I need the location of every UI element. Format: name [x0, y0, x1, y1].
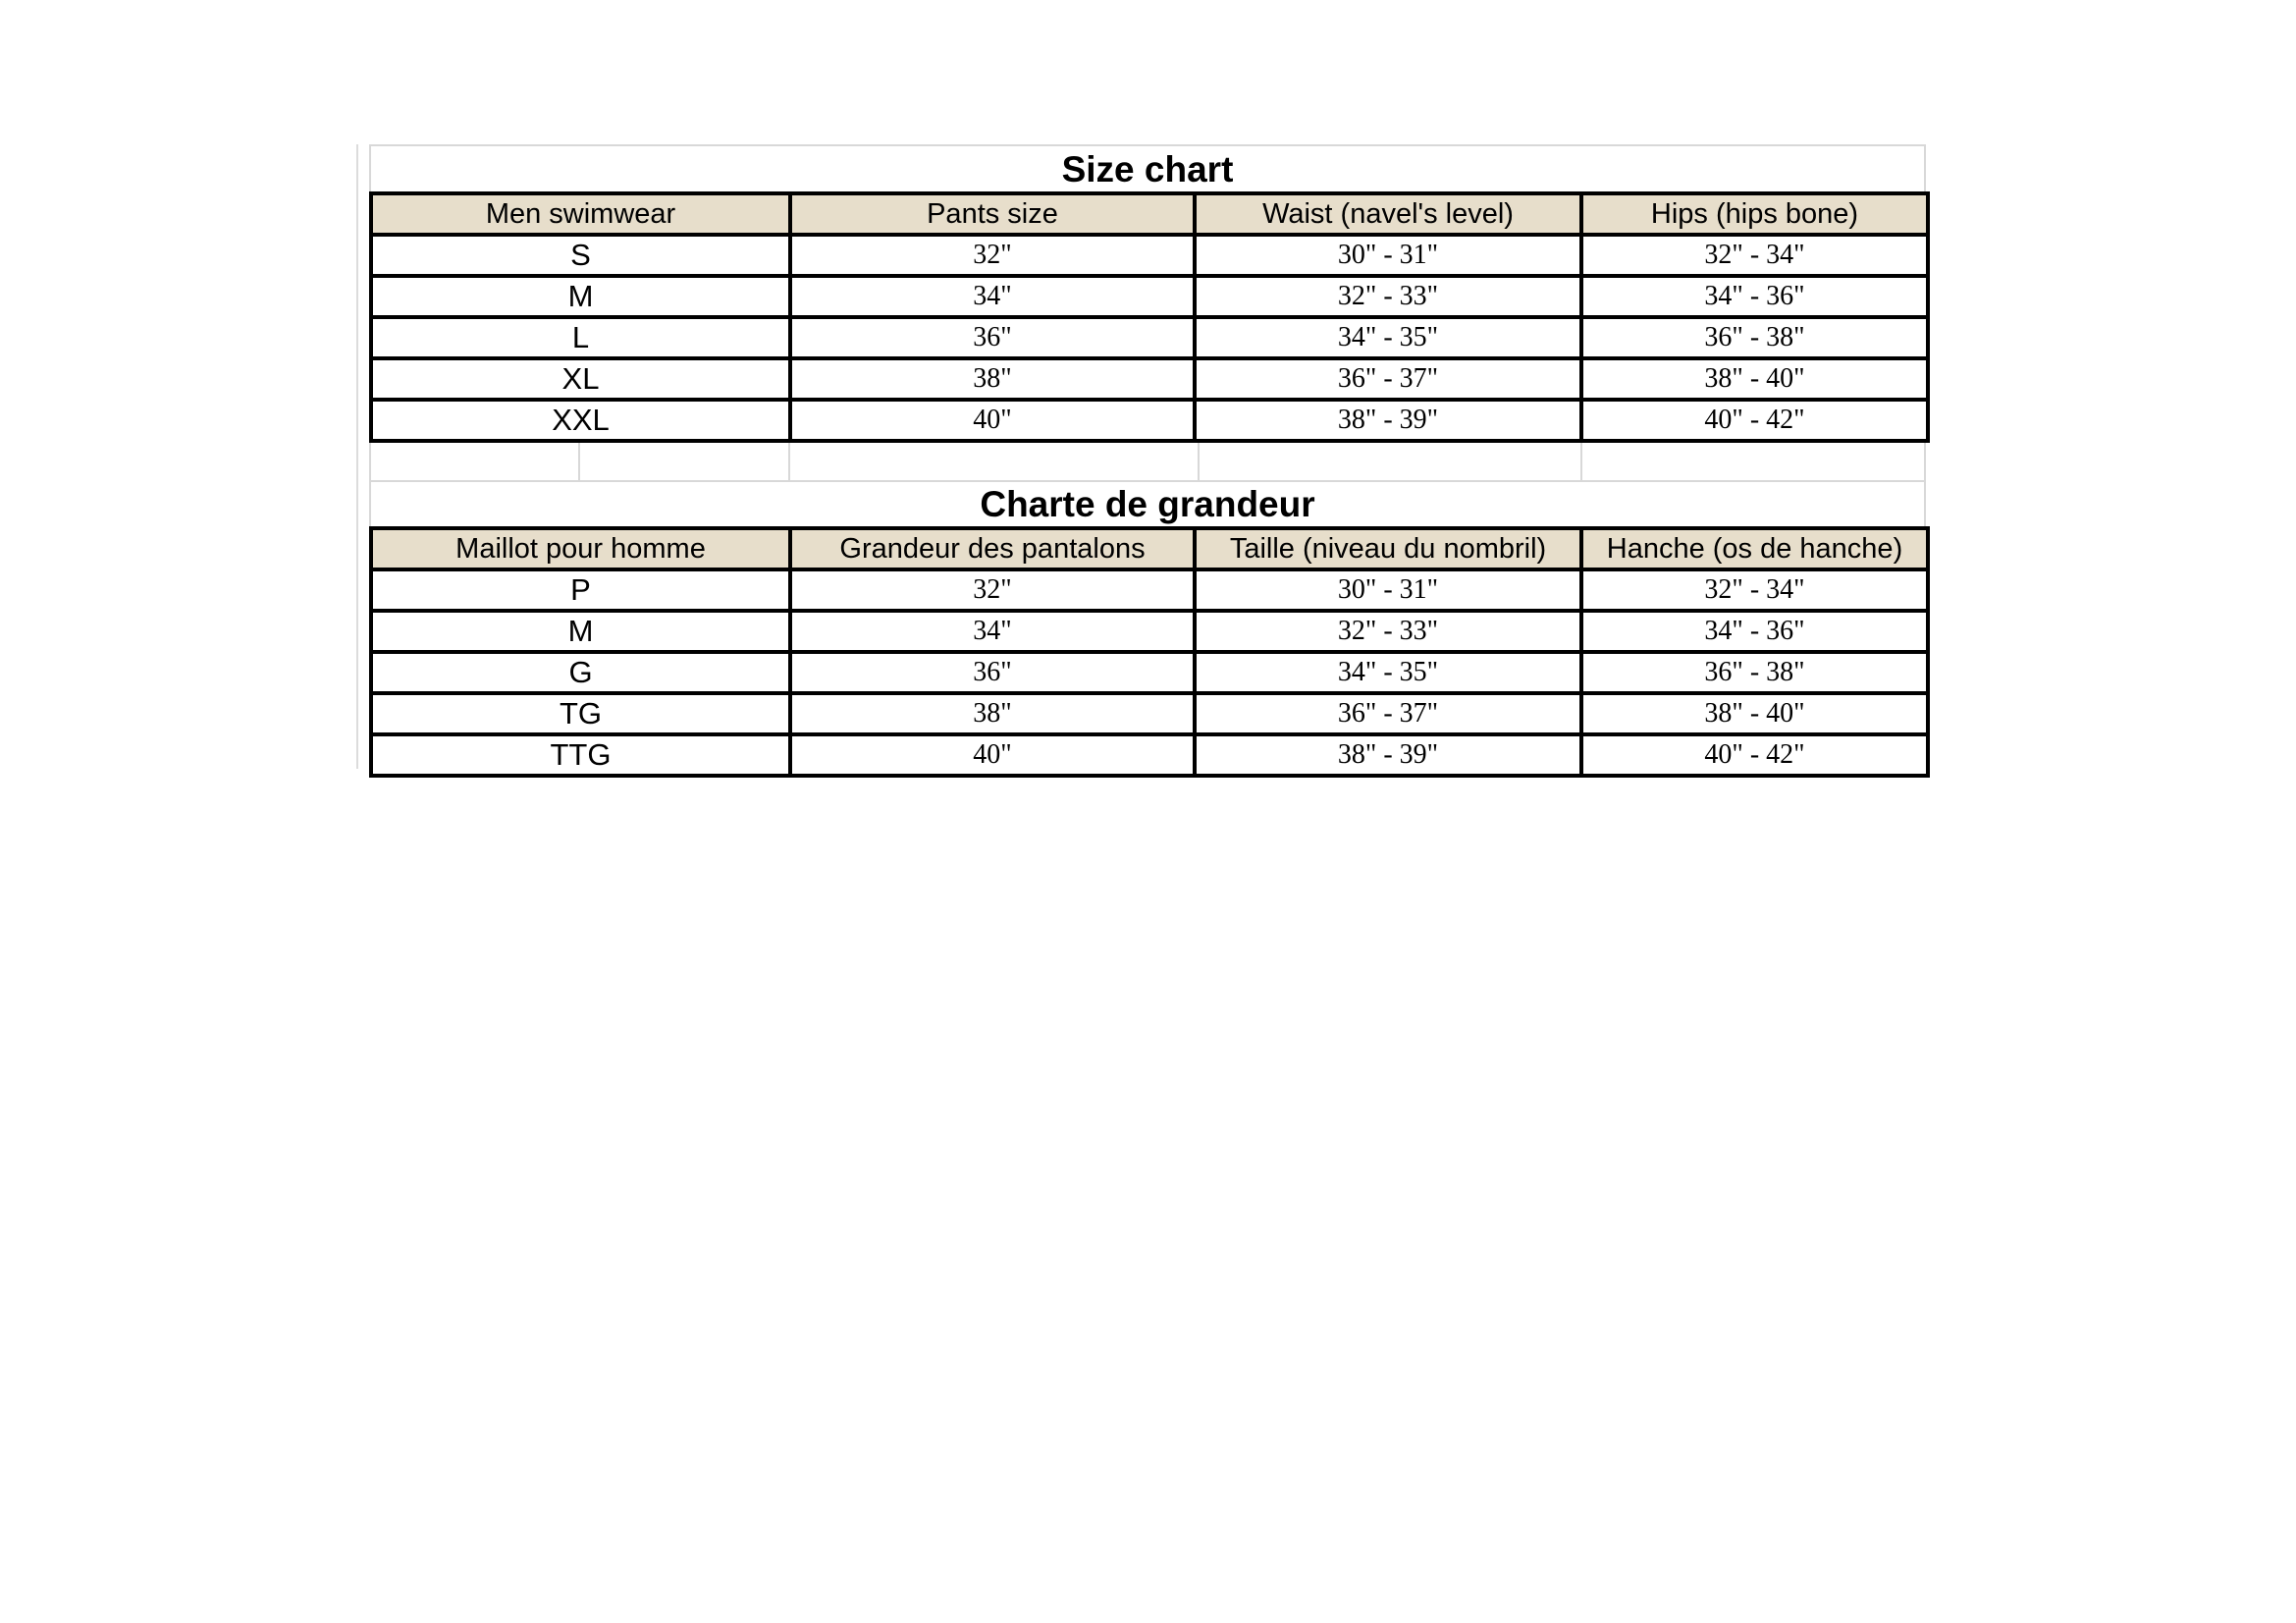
measurement-cell: 34" - 35": [1195, 652, 1581, 693]
size-table-fr: [369, 526, 1930, 778]
table-title: Charte de grandeur: [369, 480, 1926, 526]
measurement-cell: 38" - 40": [1581, 693, 1928, 734]
column-header: Grandeur des pantalons: [790, 528, 1195, 569]
measurement-cell: 32" - 33": [1195, 276, 1581, 317]
table-row: [371, 693, 1928, 734]
empty-cell: [371, 443, 580, 480]
size-label-cell: TG: [371, 693, 790, 734]
size-label-cell: S: [371, 235, 790, 276]
size-label-cell: G: [371, 652, 790, 693]
size-label-cell: TTG: [371, 734, 790, 776]
measurement-cell: 36" - 37": [1195, 358, 1581, 400]
table-row: [371, 611, 1928, 652]
size-label-cell: P: [371, 569, 790, 611]
table-row: [371, 317, 1928, 358]
table-row: [371, 569, 1928, 611]
measurement-cell: 34": [790, 276, 1195, 317]
measurement-cell: 38" - 39": [1195, 400, 1581, 441]
size-label-cell: XXL: [371, 400, 790, 441]
measurement-cell: 36" - 37": [1195, 693, 1581, 734]
measurement-cell: 40" - 42": [1581, 734, 1928, 776]
column-header: Hanche (os de hanche): [1581, 528, 1928, 569]
empty-cell: [580, 443, 790, 480]
table-body: [371, 569, 1928, 776]
table-row: [371, 734, 1928, 776]
table-title: Size chart: [369, 144, 1926, 191]
measurement-cell: 34": [790, 611, 1195, 652]
table-header-row: [371, 193, 1928, 235]
measurement-cell: 40" - 42": [1581, 400, 1928, 441]
size-label-cell: M: [371, 611, 790, 652]
measurement-cell: 38" - 39": [1195, 734, 1581, 776]
measurement-cell: 36" - 38": [1581, 317, 1928, 358]
empty-cell: [1200, 443, 1582, 480]
empty-cell: [790, 443, 1200, 480]
measurement-cell: 40": [790, 734, 1195, 776]
measurement-cell: 34" - 35": [1195, 317, 1581, 358]
measurement-cell: 40": [790, 400, 1195, 441]
size-chart-section-fr: [369, 480, 1926, 778]
measurement-cell: 32": [790, 235, 1195, 276]
column-header: Taille (niveau du nombril): [1195, 528, 1581, 569]
size-label-cell: XL: [371, 358, 790, 400]
size-chart-sheet: [369, 144, 1926, 778]
table-row: [371, 235, 1928, 276]
size-label-cell: M: [371, 276, 790, 317]
measurement-cell: 32" - 34": [1581, 235, 1928, 276]
measurement-cell: 38": [790, 358, 1195, 400]
column-header: Waist (navel's level): [1195, 193, 1581, 235]
spreadsheet-empty-row: [369, 443, 1926, 480]
measurement-cell: 34" - 36": [1581, 276, 1928, 317]
size-chart-section-en: [369, 144, 1926, 443]
empty-cell: [1582, 443, 1924, 480]
measurement-cell: 36" - 38": [1581, 652, 1928, 693]
table-body: [371, 235, 1928, 441]
measurement-cell: 34" - 36": [1581, 611, 1928, 652]
measurement-cell: 32" - 33": [1195, 611, 1581, 652]
measurement-cell: 36": [790, 652, 1195, 693]
measurement-cell: 36": [790, 317, 1195, 358]
column-header: Hips (hips bone): [1581, 193, 1928, 235]
table-row: [371, 652, 1928, 693]
size-label-cell: L: [371, 317, 790, 358]
measurement-cell: 32" - 34": [1581, 569, 1928, 611]
column-header: Maillot pour homme: [371, 528, 790, 569]
column-header: Men swimwear: [371, 193, 790, 235]
size-table-en: [369, 191, 1930, 443]
measurement-cell: 38" - 40": [1581, 358, 1928, 400]
measurement-cell: 30" - 31": [1195, 235, 1581, 276]
column-gridline: [356, 144, 358, 769]
table-row: [371, 400, 1928, 441]
table-header-row: [371, 528, 1928, 569]
table-row: [371, 358, 1928, 400]
table-row: [371, 276, 1928, 317]
measurement-cell: 32": [790, 569, 1195, 611]
measurement-cell: 30" - 31": [1195, 569, 1581, 611]
measurement-cell: 38": [790, 693, 1195, 734]
column-header: Pants size: [790, 193, 1195, 235]
